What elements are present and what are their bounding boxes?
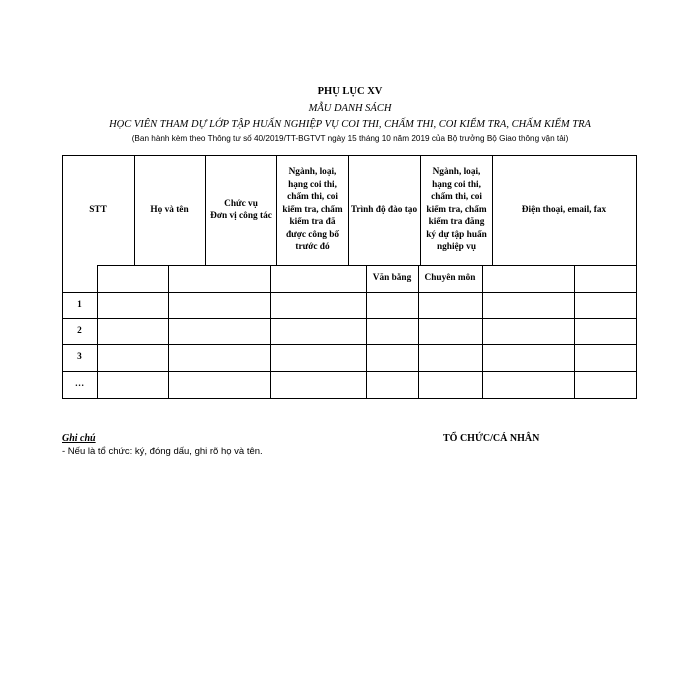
table-row-divider bbox=[62, 318, 637, 319]
row-number: 1 bbox=[77, 299, 82, 310]
notes-heading: Ghi chú bbox=[62, 433, 96, 444]
header-degree: Văn bằng bbox=[372, 273, 412, 284]
header-registered-category: Ngành, loại, hạng coi thi, chấm thi, coi kiểm tra, chấm kiểm tra đăng ký dự tập huấn nghiệp vụ bbox=[426, 167, 487, 253]
table-col-divider bbox=[420, 155, 421, 265]
row-number: … bbox=[74, 379, 85, 390]
table-col-divider bbox=[168, 265, 169, 398]
appendix-label: PHỤ LỤC XV bbox=[317, 86, 383, 97]
table-col-divider bbox=[574, 265, 575, 398]
form-title: MẪU DANH SÁCH bbox=[308, 103, 392, 114]
table-col-divider bbox=[348, 155, 349, 265]
header-work-unit: Đơn vị công tác bbox=[210, 211, 272, 221]
table-col-divider bbox=[270, 265, 271, 398]
table-border-bottom bbox=[62, 398, 637, 399]
row-number: 2 bbox=[77, 325, 82, 336]
row-number: 3 bbox=[77, 352, 82, 363]
header-stt: STT bbox=[89, 204, 107, 215]
table-col-divider bbox=[97, 265, 98, 398]
signature-label: TỔ CHỨC/CÁ NHÂN bbox=[443, 433, 540, 444]
form-subtitle: HỌC VIÊN THAM DỰ LỚP TẬP HUẤN NGHIỆP VỤ COI THI, CHẤM THI, COI KIỂM TRA, CHẤM KIỂM TRA bbox=[109, 119, 591, 130]
header-education: Trình độ đào tạo bbox=[350, 204, 418, 215]
table-header-bottom bbox=[62, 292, 637, 293]
header-position-unit bbox=[205, 155, 277, 265]
header-position: Chức vụ bbox=[224, 198, 258, 209]
header-published-category: Ngành, loại, hạng coi thi, chấm thi, coi kiểm tra, chấm kiểm tra đã được công bố trước đó bbox=[282, 167, 343, 253]
header-specialty: Chuyên môn bbox=[424, 273, 476, 284]
header-contact: Điện thoại, email, fax bbox=[521, 204, 607, 215]
table-col-divider bbox=[482, 265, 483, 398]
issued-note: (Ban hành kèm theo Thông tư số 40/2019/TT-BGTVT ngày 15 tháng 10 năm 2019 của Bộ trưởng Bộ Giao thông vận tải) bbox=[131, 134, 569, 143]
notes-item: - Nếu là tổ chức: ký, đóng dấu, ghi rõ họ và tên. bbox=[62, 446, 263, 457]
table-row-divider bbox=[62, 344, 637, 345]
header-full-name: Họ và tên bbox=[150, 204, 189, 215]
table-border-right bbox=[636, 155, 637, 398]
table-row-divider bbox=[62, 371, 637, 372]
